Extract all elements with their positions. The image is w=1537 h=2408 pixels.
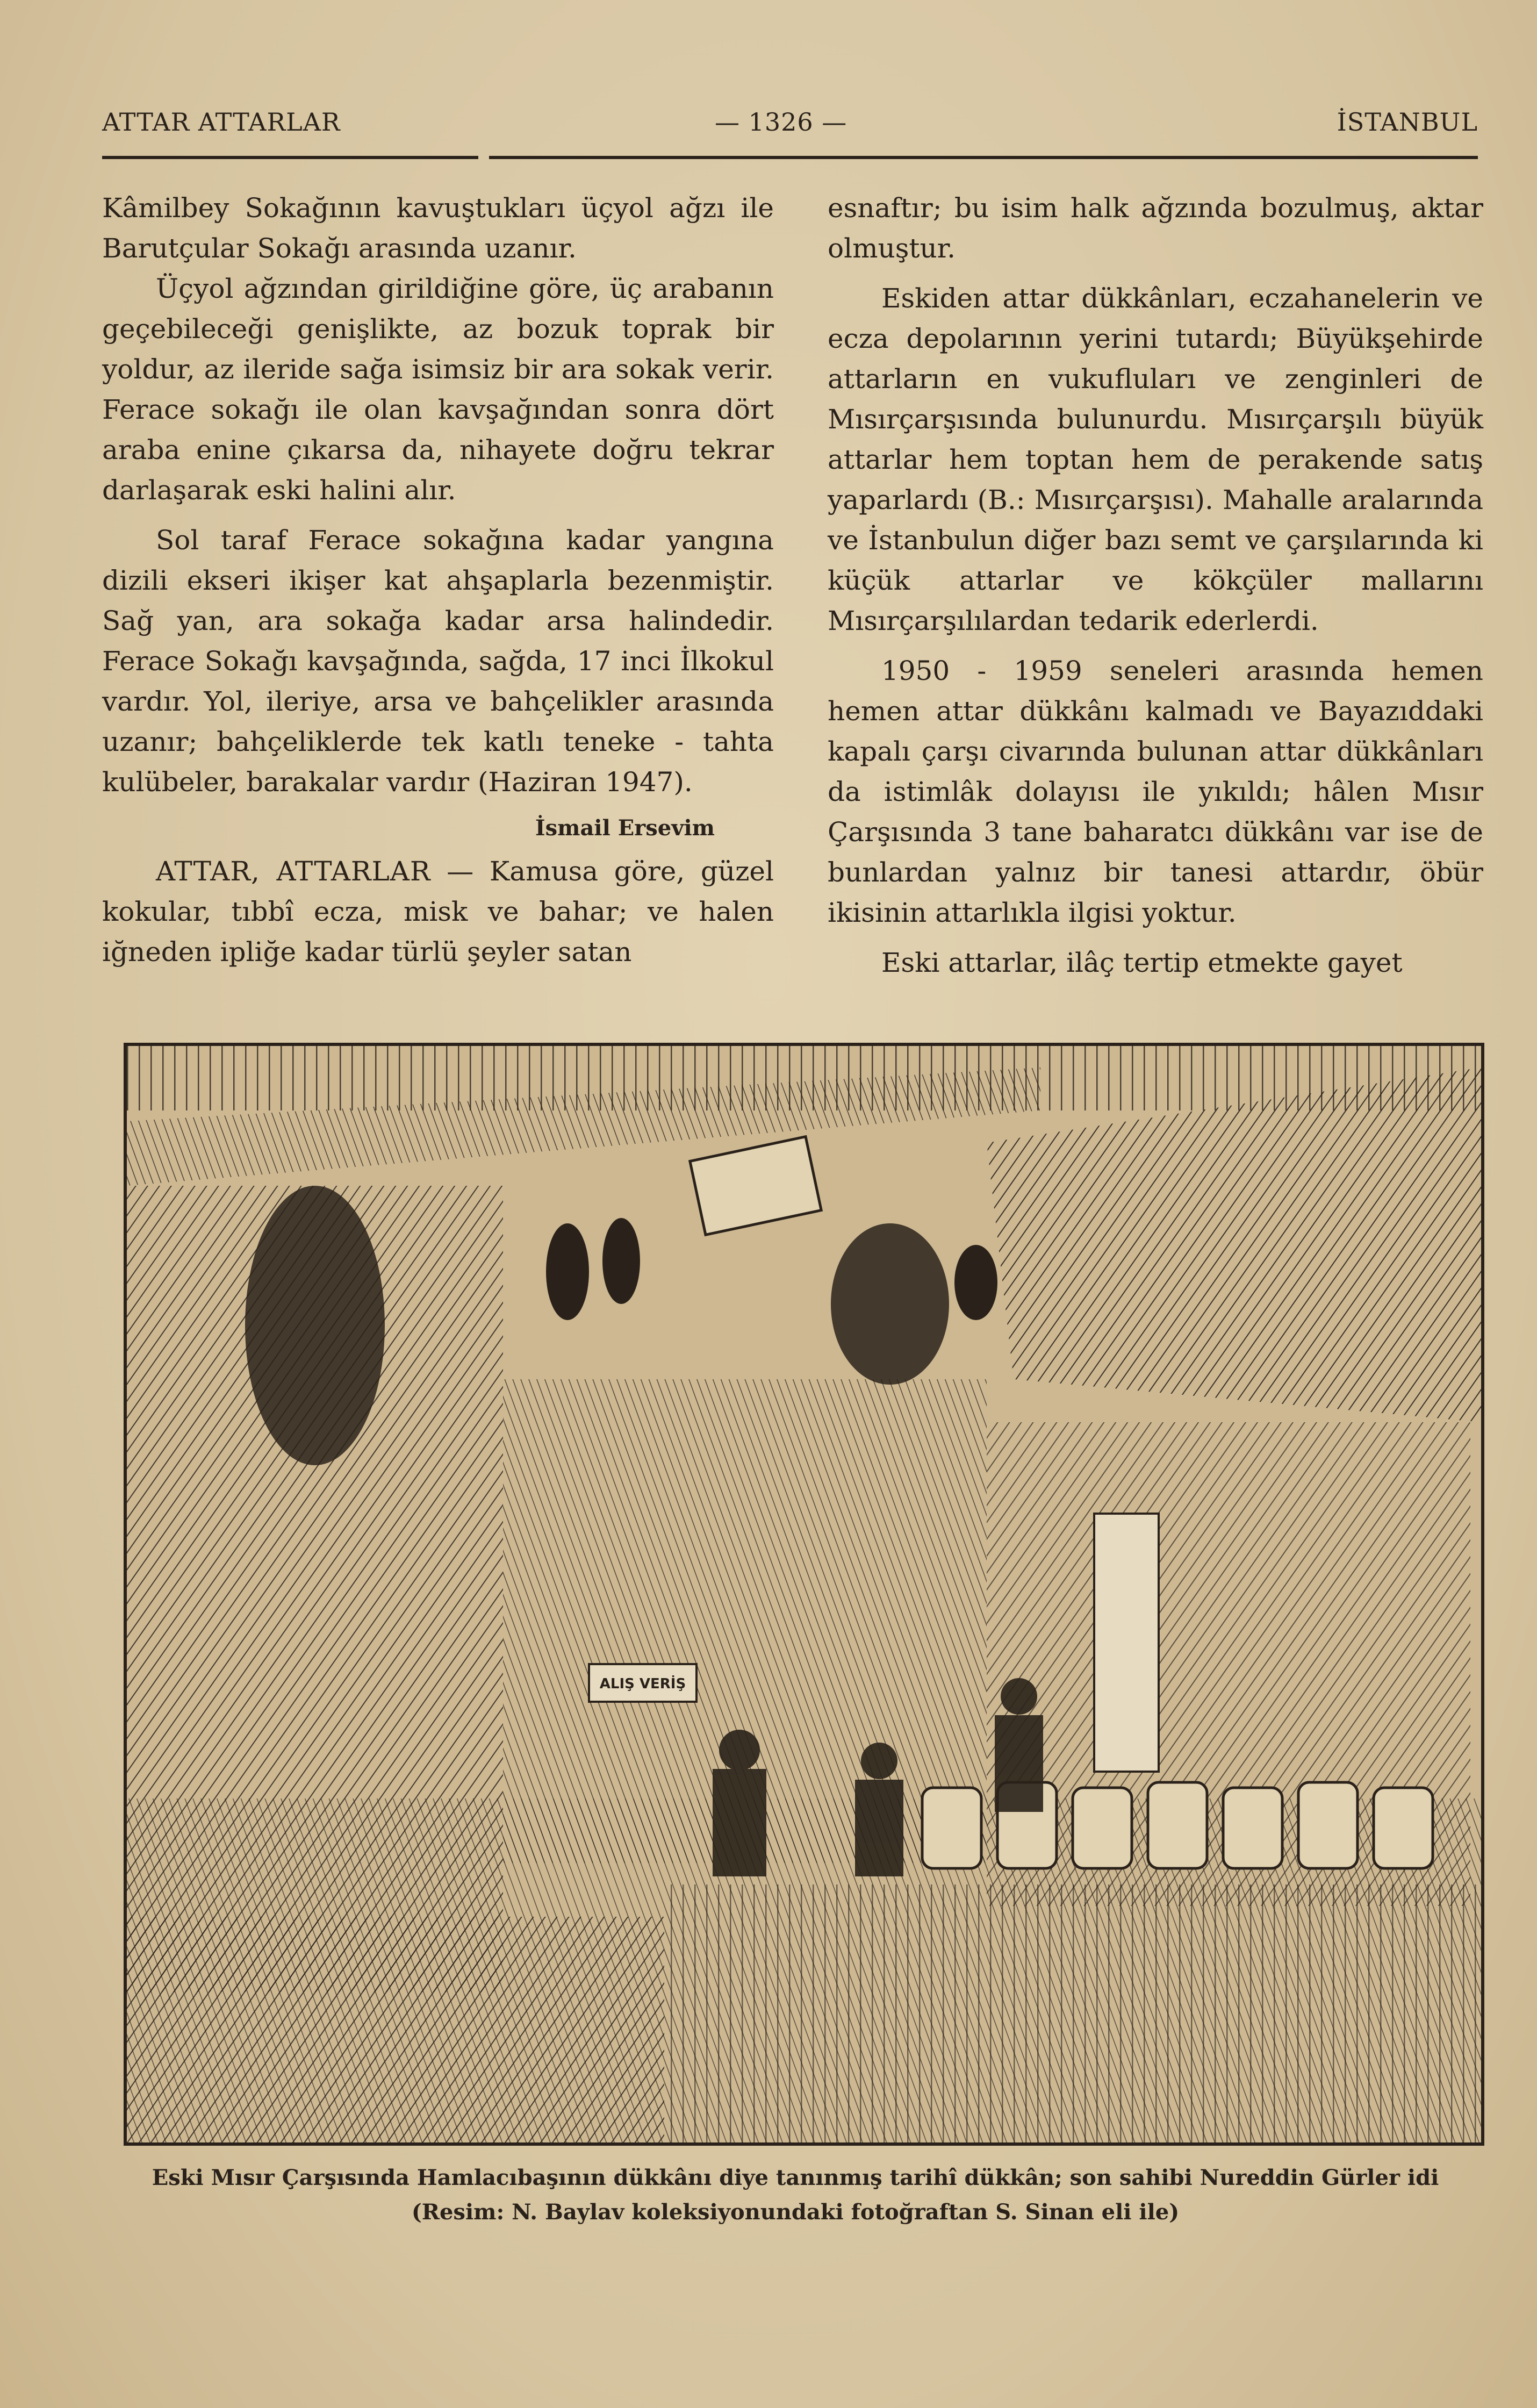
illustration-drawing bbox=[127, 1046, 1481, 2142]
right-column bbox=[828, 188, 1483, 983]
author-signature: İsmail Ersevim bbox=[535, 815, 715, 841]
paragraph: Eskiden attar dükkânları, eczahanelerin ve ecza depolarının yerini tutardı; Büyükşehirde attarların en vukufluları ve zenginleri de Mısırçarşısında bulunurdu. Mısırçarşılı büyük attarlar hem toptan hem de perakende satış yaparlardı (B.: Mısırçarşısı). Mahalle aralarında ve İstanbulun diğer bazı semt ve çarşılarında ki küçük attarlar ve kökçüler mallarını Mısırçarşılılardan tedarik ederlerdi. bbox=[828, 283, 1483, 636]
caption-credit: (Resim: N. Baylav koleksiyonundaki fotoğraftan S. Sinan eli ile) bbox=[411, 2199, 1180, 2225]
header-rule-right bbox=[489, 156, 1478, 159]
caption-line: Eski Mısır Çarşısında Hamlacıbaşının dükkânı diye tanınmış tarihî dükkân; son sahibi Nureddin Gürler idi bbox=[152, 2165, 1439, 2190]
paragraph: Eski attarlar, ilâç tertip etmekte gayet bbox=[881, 947, 1403, 978]
header-rule-left bbox=[102, 156, 478, 159]
paragraph: Kâmilbey Sokağının kavuştukları üçyol ağzı ile Barutçular Sokağı arasında uzanır. bbox=[102, 192, 774, 264]
paragraph: Sol taraf Ferace sokağına kadar yangına dizili ekseri ikişer kat ahşaplarla bezenmiştir. Sağ yan, ara sokağa kadar arsa halindedir. Ferace Sokağı kavşağında, sağda, 17 inci İlkokul vardır. Yol, ileriye, arsa ve bahçelikler arasında uzanır; bahçeliklerde tek katlı teneke - tahta kulübeler, barakalar vardır (Haziran 1947). bbox=[102, 525, 774, 798]
entry-headword: ATTAR, ATTARLAR bbox=[156, 856, 431, 887]
header-title: ATTAR ATTARLAR bbox=[102, 108, 341, 137]
header-section: İSTANBUL bbox=[1337, 108, 1478, 137]
paragraph: esnaftır; bu isim halk ağzında bozulmuş, aktar olmuştur. bbox=[828, 192, 1483, 264]
entry-paragraph bbox=[102, 851, 774, 972]
figure-caption bbox=[107, 2161, 1483, 2230]
paragraph: Üçyol ağzından girildiğine göre, üç arabanın geçebileceği genişlikte, az bozuk toprak bir yoldur, az ileride sağa isimsiz bir ara sokak verir. Ferace sokağı ile olan kavşağından sonra dört araba enine çıkarsa da, nihayete doğru tekrar darlaşarak eski halini alır. bbox=[102, 273, 774, 506]
running-header bbox=[102, 108, 1478, 140]
left-column bbox=[102, 188, 774, 972]
shop-illustration bbox=[124, 1043, 1484, 2146]
page-number: — 1326 — bbox=[715, 108, 847, 137]
entry-text: — Kamusa göre, güzel kokular, tıbbî ecza, misk ve bahar; ve halen iğneden ipliğe kadar türlü şeyler satan bbox=[102, 856, 774, 968]
paragraph: 1950 - 1959 seneleri arasında hemen hemen attar dükkânı kalmadı ve Bayazıddaki kapalı çarşı civarında bulunan attar dükkânları da istimlâk dolayısı ile yıkıldı; hâlen Mısır Çarşısında 3 tane baharatcı dükkânı var ise de bunlardan yalnız bir tanesi attardır, öbür ikisinin attarlıkla ilgisi yoktur. bbox=[828, 655, 1483, 928]
shop-sign-text: ALIŞ VERİŞ bbox=[599, 1676, 686, 1692]
